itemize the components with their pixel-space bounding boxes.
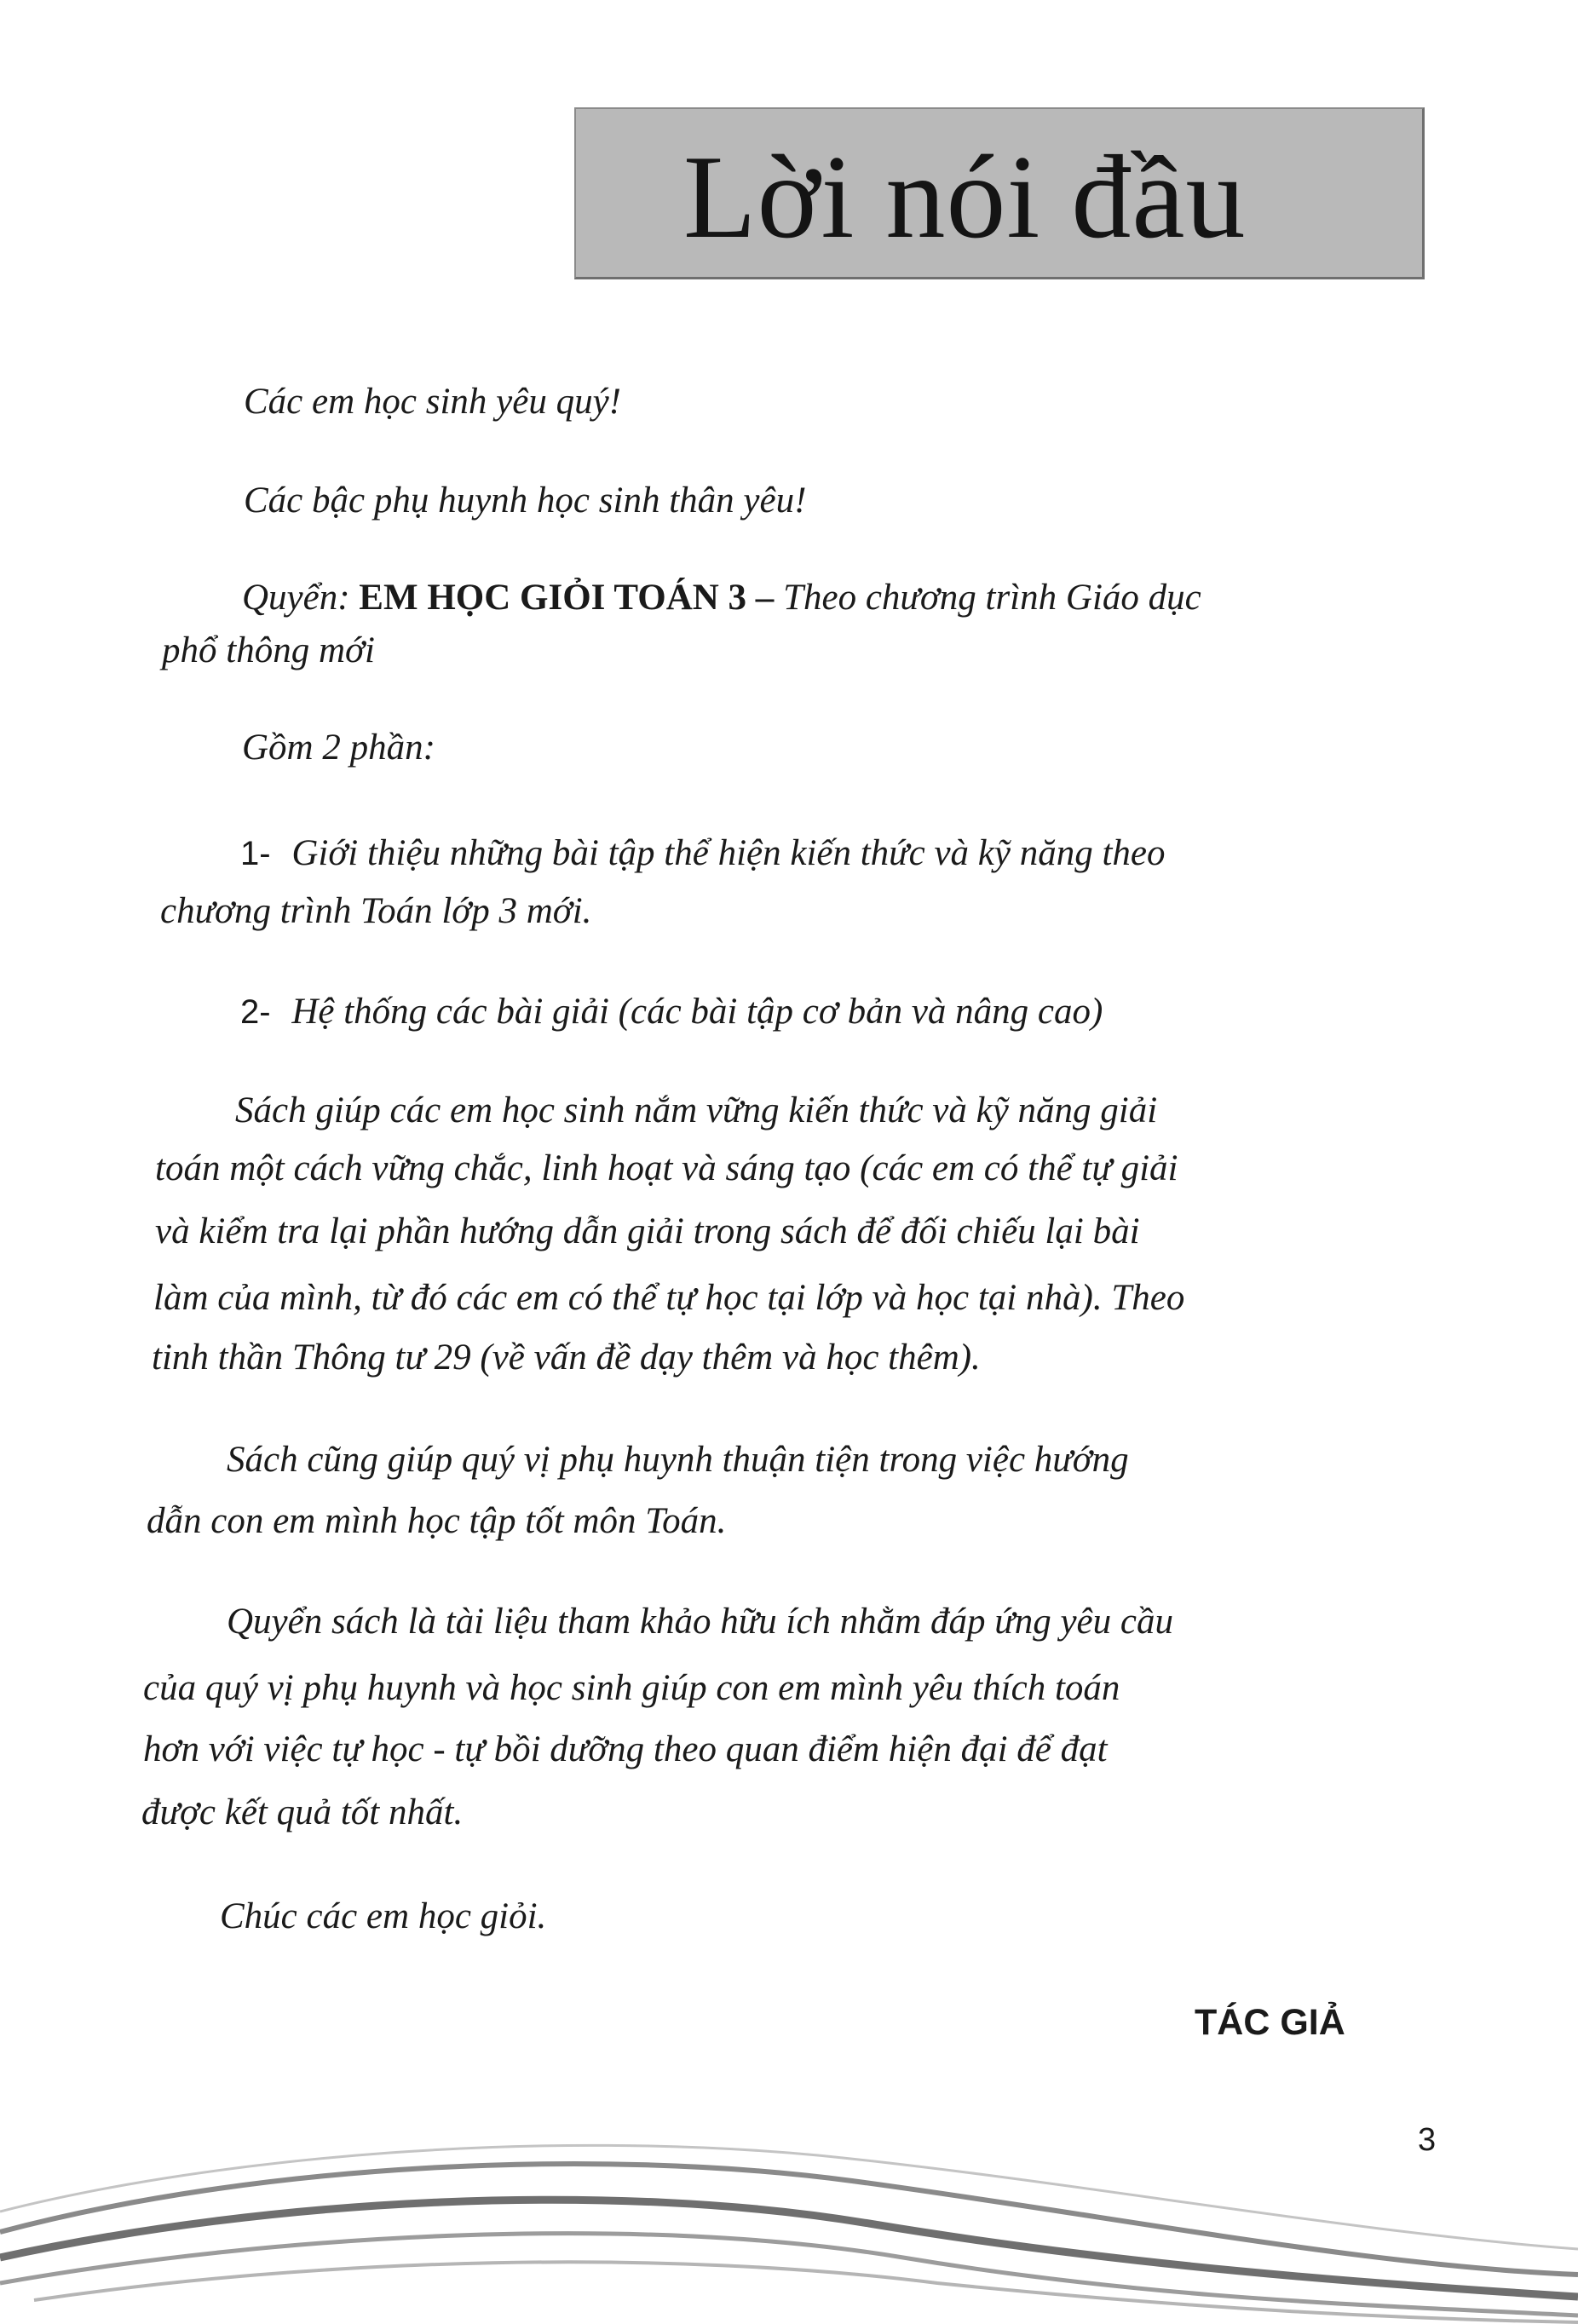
book-subtitle-2: phổ thông mới bbox=[162, 630, 375, 670]
greeting-parents: Các bậc phụ huynh học sinh thân yêu! bbox=[244, 480, 807, 521]
para-3-line-3: hơn với việc tự học - tự bồi dưỡng theo quan điểm hiện đại để đạt bbox=[143, 1729, 1108, 1769]
para-2-line-1: Sách cũng giúp quý vị phụ huynh thuận tiện trong việc hướng bbox=[227, 1440, 1129, 1480]
book-prefix: Quyển: bbox=[242, 578, 350, 618]
greeting-students: Các em học sinh yêu quý! bbox=[244, 382, 621, 422]
para-3-line-1: Quyển sách là tài liệu tham khảo hữu ích nhằm đáp ứng yêu cầu bbox=[227, 1602, 1173, 1642]
author-signature: TÁC GIẢ bbox=[1195, 2002, 1345, 2043]
page-number: 3 bbox=[1418, 2122, 1437, 2158]
para-1-line-4: làm của mình, từ đó các em có thể tự học tại lớp và học tại nhà). Theo bbox=[153, 1278, 1185, 1318]
para-1-line-3: và kiểm tra lại phần hướng dẫn giải trong sách để đối chiếu lại bài bbox=[155, 1211, 1140, 1251]
decorative-wave-icon bbox=[0, 2130, 1578, 2324]
book-subtitle-1: Theo chương trình Giáo dục bbox=[783, 578, 1201, 618]
part-1-number: 1- bbox=[240, 835, 271, 872]
page-title: Lời nói đầu bbox=[683, 131, 1247, 263]
para-1-line-1: Sách giúp các em học sinh nắm vững kiến thức và kỹ năng giải bbox=[235, 1090, 1158, 1130]
para-1-line-2: toán một cách vững chắc, linh hoạt và sáng tạo (các em có thể tự giải bbox=[155, 1148, 1178, 1188]
part-2-number: 2- bbox=[240, 993, 271, 1031]
part-1-line-1 bbox=[240, 831, 1166, 876]
para-2-line-2: dẫn con em mình học tập tốt môn Toán. bbox=[147, 1501, 727, 1541]
title-banner bbox=[574, 107, 1425, 279]
part-1-line-2: chương trình Toán lớp 3 mới. bbox=[160, 891, 592, 931]
part-2-line-1 bbox=[240, 990, 1103, 1034]
part-2-text: Hệ thống các bài giải (các bài tập cơ bản và nâng cao) bbox=[291, 992, 1103, 1032]
closing-wish: Chúc các em học giỏi. bbox=[220, 1896, 547, 1936]
para-3-line-2: của quý vị phụ huynh và học sinh giúp con em mình yêu thích toán bbox=[143, 1668, 1120, 1708]
parts-intro: Gồm 2 phần: bbox=[242, 728, 435, 768]
book-intro-line-1 bbox=[242, 576, 1201, 620]
para-3-line-4: được kết quả tốt nhất. bbox=[141, 1792, 464, 1832]
part-1-text: Giới thiệu những bài tập thể hiện kiến thức và kỹ năng theo bbox=[291, 833, 1166, 873]
book-title: EM HỌC GIỎI TOÁN 3 – bbox=[359, 578, 775, 618]
para-1-line-5: tinh thần Thông tư 29 (về vấn đề dạy thêm và học thêm). bbox=[152, 1337, 981, 1378]
